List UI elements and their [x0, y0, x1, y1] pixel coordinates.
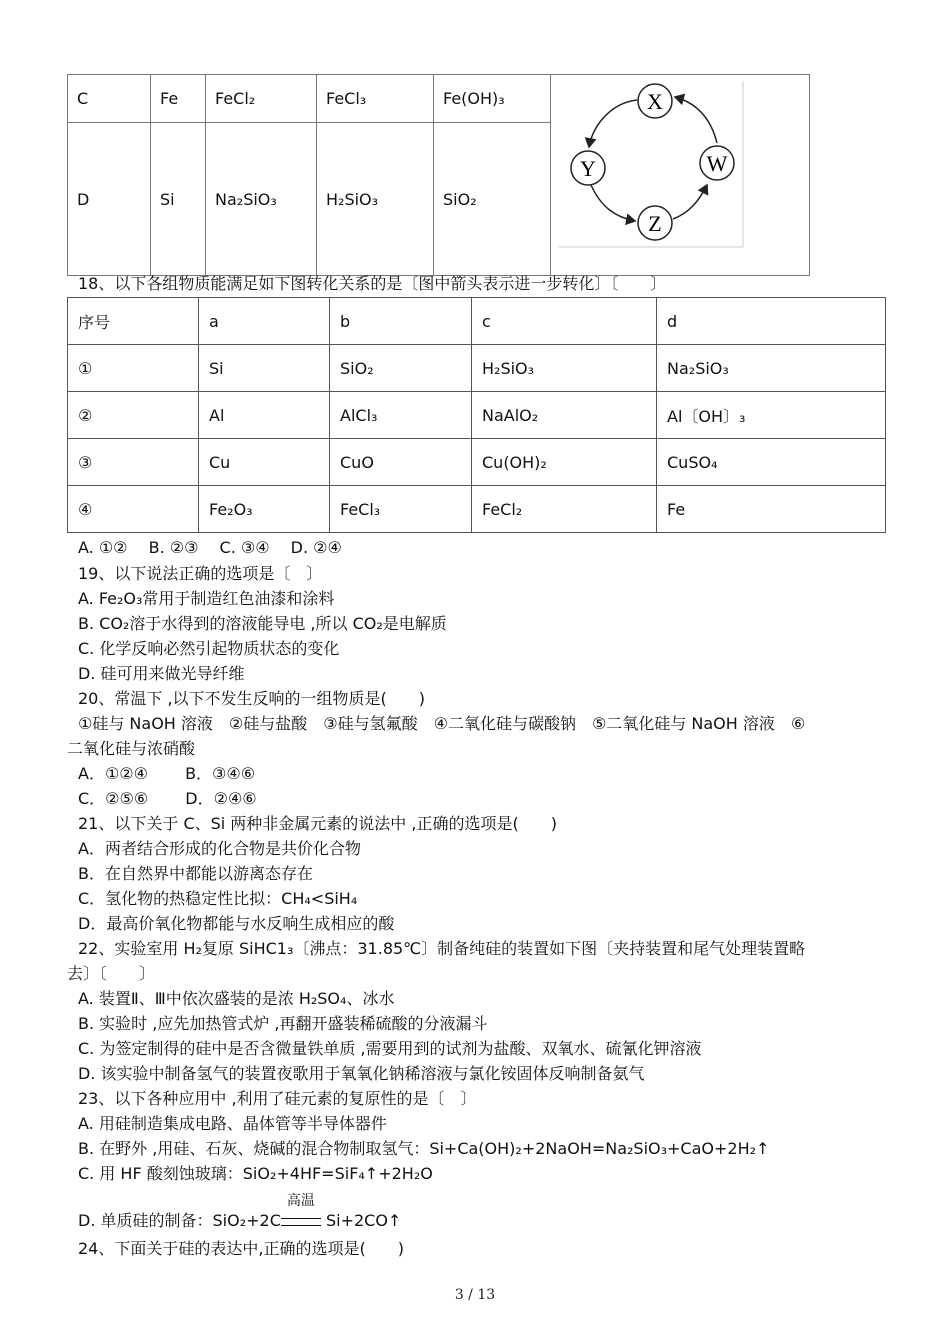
cell: Al: [199, 392, 330, 439]
cell: SiO₂: [434, 123, 551, 276]
cycle-diagram-cell: [551, 75, 810, 276]
header-cell: 序号: [68, 298, 199, 345]
cell: Fe(OH)₃: [434, 75, 551, 123]
q22-option-b: B. 实验时 ,应先加热管式炉 ,再翻开盛装稀硫酸的分液漏斗: [78, 1014, 488, 1033]
cell: ②: [68, 392, 199, 439]
q23-stem: 23、以下各种应用中 ,利用了硅元素的复原性的是〔 〕: [78, 1089, 477, 1108]
q23-d-left: D. 单质硅的制备：SiO₂+2C: [78, 1211, 281, 1230]
q19-option-a: A. Fe₂O₃常用于制造红色油漆和涂料: [78, 589, 335, 608]
q19-stem: 19、以下说法正确的选项是〔 〕: [78, 564, 323, 583]
q18-stem: 18、以下各组物质能满足如下图转化关系的是〔图中箭头表示进一步转化〕〔 〕: [78, 274, 667, 293]
q23-d-right: Si+2CO↑: [320, 1211, 402, 1230]
table-row: [68, 345, 886, 392]
header-cell: a: [199, 298, 330, 345]
row-label: C: [68, 75, 151, 123]
svg-text:Z: Z: [648, 211, 662, 236]
q21-option-d: D．最高价氧化物都能与水反响生成相应的酸: [78, 914, 395, 933]
cell: H₂SiO₃: [317, 123, 434, 276]
q20-options-ab: A．①②④ B．③④⑥: [78, 764, 256, 783]
cell: Na₂SiO₃: [657, 345, 886, 392]
q23-option-d: [78, 1193, 402, 1232]
q22-stem-cont: 去〕〔 〕: [67, 964, 156, 983]
q22-option-a: A. 装置Ⅱ、Ⅲ中依次盛装的是浓 H₂SO₄、冰水: [78, 989, 395, 1008]
q20-options-cd: C．②⑤⑥ D．②④⑥: [78, 789, 257, 808]
header-cell: b: [330, 298, 472, 345]
arrow-x-to-y: [589, 100, 637, 147]
cell: Fe: [657, 486, 886, 533]
q20-items-cont: 二氧化硅与浓硝酸: [67, 739, 196, 758]
arrow-z-to-w: [673, 185, 707, 219]
cell: Fe: [151, 75, 206, 123]
q23-option-b: B. 在野外 ,用硅、石灰、烧碱的混合物制取氢气：Si+Ca(OH)₂+2NaOH=Na₂SiO₃+CaO+2H₂↑: [78, 1139, 770, 1158]
q22-option-c: C. 为签定制得的硅中是否含微量铁单质 ,需要用到的试剂为盐酸、双氧水、硫氰化钾溶液: [78, 1039, 702, 1058]
q22-option-d: D. 该实验中制备氢气的装置夜歌用于氧氧化钠稀溶液与氯化铵固体反响制备氨气: [78, 1064, 645, 1083]
cell: Si: [151, 123, 206, 276]
q21-option-c: C．氢化物的热稳定性比拟：CH₄<SiH₄: [78, 889, 358, 908]
table-header-row: [68, 298, 886, 345]
arrow-y-to-z: [591, 185, 635, 221]
page-number: 3 / 13: [454, 1287, 496, 1303]
node-z: [638, 206, 672, 240]
cell: FeCl₂: [206, 75, 317, 123]
table-row: [68, 75, 810, 123]
high-temp-equals-sign: [281, 1193, 321, 1226]
cell: CuO: [330, 439, 472, 486]
cell: Si: [199, 345, 330, 392]
q19-option-b: B. CO₂溶于水得到的溶液能导电 ,所以 CO₂是电解质: [78, 614, 447, 633]
cell: FeCl₃: [317, 75, 434, 123]
q18-table: [67, 297, 886, 533]
table-row: [68, 439, 886, 486]
svg-text:W: W: [706, 151, 728, 176]
q19-option-c: C. 化学反响必然引起物质状态的变化: [78, 639, 340, 658]
q20-items: ①硅与 NaOH 溶液 ②硅与盐酸 ③硅与氢氟酸 ④二氧化硅与碳酸钠 ⑤二氧化硅与 NaOH 溶液 ⑥: [78, 714, 806, 733]
q22-stem: 22、实验室用 H₂复原 SiHC1₃〔沸点：31.85℃〕制备纯硅的装置如下图〔夹持装置和尾气处理装置略: [78, 939, 806, 958]
table-row: [68, 486, 886, 533]
q20-stem: 20、常温下 ,以下不发生反响的一组物质是( ): [78, 689, 426, 708]
cell: Al〔OH〕₃: [657, 392, 886, 439]
q24-stem: 24、下面关于硅的表达中,正确的选项是( ): [78, 1239, 404, 1258]
cell: H₂SiO₃: [472, 345, 657, 392]
q23-option-c: C. 用 HF 酸刻蚀玻璃：SiO₂+4HF=SiF₄↑+2H₂O: [78, 1164, 433, 1183]
cell: AlCl₃: [330, 392, 472, 439]
table-row: [68, 392, 886, 439]
cycle-diagram: [551, 75, 809, 271]
header-cell: d: [657, 298, 886, 345]
cell: ④: [68, 486, 199, 533]
q23-option-a: A. 用硅制造集成电路、晶体管等半导体器件: [78, 1114, 387, 1133]
node-x: [638, 84, 672, 118]
cell: Cu(OH)₂: [472, 439, 657, 486]
reaction-condition: 高温: [286, 1193, 315, 1209]
cell: Na₂SiO₃: [206, 123, 317, 276]
cell: ③: [68, 439, 199, 486]
cell: ①: [68, 345, 199, 392]
header-cell: c: [472, 298, 657, 345]
svg-text:Y: Y: [580, 156, 596, 181]
q21-stem: 21、以下关于 C、Si 两种非金属元素的说法中 ,正确的选项是( ): [78, 814, 557, 833]
cell: CuSO₄: [657, 439, 886, 486]
q21-option-a: A．两者结合形成的化合物是共价化合物: [78, 839, 361, 858]
node-y: [571, 151, 605, 185]
arrow-w-to-x: [675, 97, 717, 143]
cell: FeCl₂: [472, 486, 657, 533]
cell: SiO₂: [330, 345, 472, 392]
node-w: [700, 146, 734, 180]
svg-text:X: X: [647, 89, 663, 114]
q18-options: A. ①② B. ②③ C. ③④ D. ②④: [78, 538, 342, 557]
top-table: [67, 74, 810, 276]
row-label: D: [68, 123, 151, 276]
cell: Cu: [199, 439, 330, 486]
cell: NaAlO₂: [472, 392, 657, 439]
cell: FeCl₃: [330, 486, 472, 533]
q19-option-d: D. 硅可用来做光导纤维: [78, 664, 245, 683]
cell: Fe₂O₃: [199, 486, 330, 533]
q21-option-b: B．在自然界中都能以游离态存在: [78, 864, 313, 883]
